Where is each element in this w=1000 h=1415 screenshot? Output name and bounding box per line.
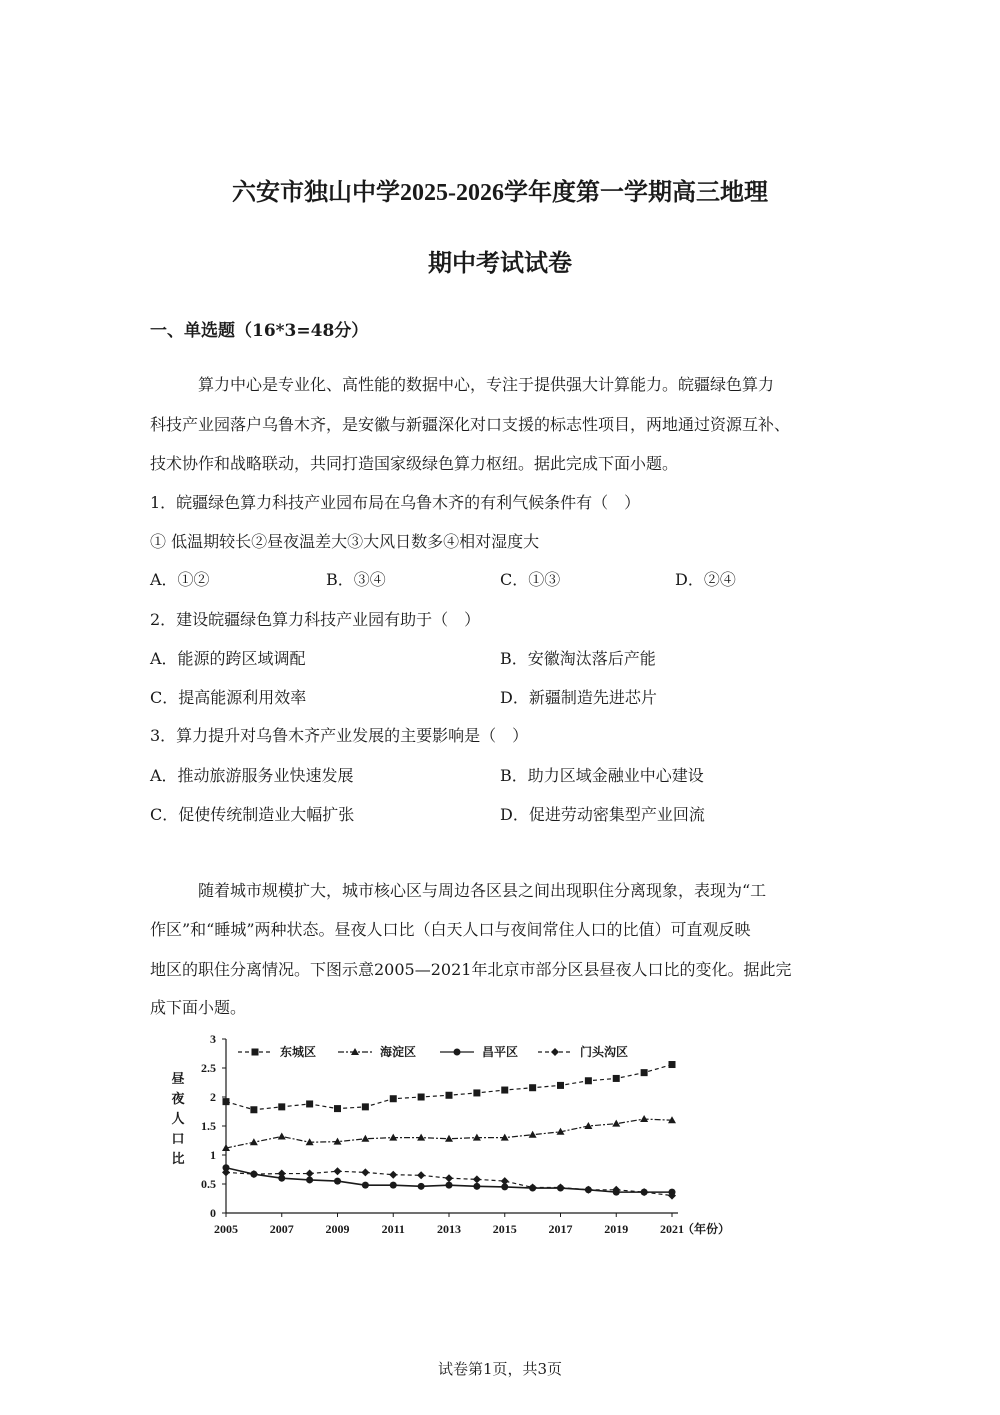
- x-tick-label: 2013: [437, 1222, 461, 1236]
- option-b[interactable]: B．助力区域金融业中心建设: [500, 766, 704, 785]
- y-axis-label-char: 夜: [171, 1091, 185, 1106]
- data-point: [445, 1174, 453, 1182]
- data-point: [390, 1095, 397, 1102]
- x-tick-label: 2019: [604, 1222, 629, 1236]
- data-point: [445, 1135, 453, 1142]
- data-point: [585, 1077, 592, 1084]
- y-tick-label: 2: [210, 1090, 216, 1104]
- option-b[interactable]: B．③④: [326, 570, 386, 589]
- data-point: [501, 1177, 509, 1185]
- page-footer: 试卷第1页，共3页: [437, 1360, 563, 1378]
- y-axis-label-char: 比: [171, 1151, 185, 1166]
- question-stem: 1．皖疆绿色算力科技产业园布局在乌鲁木齐的有利气候条件有（ ）: [150, 493, 641, 512]
- data-point: [278, 1103, 285, 1110]
- data-point: [362, 1103, 369, 1110]
- legend-label: 海淀区: [380, 1045, 417, 1059]
- legend-label: 门头沟区: [580, 1045, 629, 1059]
- data-point: [669, 1061, 676, 1068]
- data-point: [334, 1178, 341, 1185]
- data-point: [641, 1069, 648, 1076]
- x-tick-label: 2009: [325, 1222, 350, 1236]
- page-title-line1: 六安市独山中学2025-2026学年度第一学期高三地理: [232, 180, 768, 206]
- x-tick-label: 2011: [381, 1222, 405, 1236]
- data-point: [334, 1167, 342, 1175]
- data-point: [418, 1094, 425, 1101]
- series-line: [226, 1065, 672, 1110]
- series-0: [223, 1061, 676, 1113]
- data-point: [306, 1100, 313, 1107]
- series-line: [226, 1119, 672, 1148]
- data-point: [306, 1170, 314, 1178]
- passage-line: 作区”和“睡城”两种状态。昼夜人口比（白天人口与夜间常住人口的比值）可直观反映: [150, 920, 751, 939]
- data-point: [389, 1171, 397, 1179]
- data-point: [473, 1183, 480, 1190]
- y-tick-label: 0.5: [201, 1177, 216, 1191]
- data-point: [529, 1131, 537, 1138]
- legend-marker: [252, 1049, 259, 1056]
- x-tick-label: 2015: [492, 1222, 517, 1236]
- data-point: [362, 1182, 369, 1189]
- data-point: [529, 1183, 537, 1191]
- data-point: [250, 1106, 257, 1113]
- option-a[interactable]: A．①②: [150, 570, 210, 589]
- y-tick-label: 1: [210, 1148, 216, 1162]
- y-axis-label-char: 昼: [171, 1071, 185, 1086]
- legend-item-1: [338, 1044, 416, 1059]
- y-tick-label: 3: [210, 1032, 216, 1046]
- data-point: [640, 1188, 648, 1196]
- option-c[interactable]: C．提高能源利用效率: [150, 688, 307, 707]
- section-heading-single-choice: 一、单选题（16*3=48分）: [150, 321, 369, 341]
- data-point: [473, 1175, 481, 1183]
- data-point: [361, 1168, 369, 1176]
- page-title-line2: 期中考试试卷: [428, 251, 572, 277]
- legend-marker: [454, 1049, 461, 1056]
- x-tick-label: 2021: [660, 1222, 684, 1236]
- option-b[interactable]: B．安徽淘汰落后产能: [500, 649, 656, 668]
- data-point: [446, 1092, 453, 1099]
- legend-marker: [551, 1048, 559, 1056]
- data-point: [418, 1183, 425, 1190]
- data-point: [446, 1182, 453, 1189]
- y-tick-label: 0: [210, 1206, 216, 1220]
- x-tick-label: 2007: [269, 1222, 294, 1236]
- option-d[interactable]: D．新疆制造先进芯片: [500, 688, 657, 707]
- x-axis-label: （年份）: [682, 1222, 731, 1236]
- legend-label: 东城区: [280, 1045, 317, 1059]
- question-stem: 3．算力提升对乌鲁木齐产业发展的主要影响是（ ）: [150, 726, 529, 745]
- population-ratio-line-chart: [150, 1025, 770, 1250]
- series-1: [222, 1115, 676, 1151]
- passage-line: 算力中心是专业化、高性能的数据中心，专注于提供强大计算能力。皖疆绿色算力: [198, 375, 775, 394]
- data-point: [278, 1132, 286, 1139]
- passage-line: 科技产业园落户乌鲁木齐，是安徽与新疆深化对口支援的标志性项目，两地通过资源互补、: [150, 415, 791, 434]
- data-point: [557, 1082, 564, 1089]
- option-d[interactable]: D．促进劳动密集型产业回流: [500, 805, 705, 824]
- passage-line: 成下面小题。: [150, 998, 247, 1017]
- data-point: [390, 1182, 397, 1189]
- question-note: ① 低温期较长②昼夜温差大③大风日数多④相对湿度大: [150, 532, 540, 551]
- y-tick-label: 2.5: [201, 1061, 216, 1075]
- data-point: [640, 1115, 648, 1122]
- data-point: [557, 1183, 565, 1191]
- y-tick-label: 1.5: [201, 1119, 216, 1133]
- data-point: [584, 1186, 592, 1194]
- legend-label: 昌平区: [482, 1045, 519, 1059]
- y-axis-label-char: 人: [171, 1111, 185, 1126]
- data-point: [250, 1138, 258, 1145]
- passage-line: 随着城市规模扩大，城市核心区与周边各区县之间出现职住分离现象，表现为“工: [198, 881, 767, 900]
- option-c[interactable]: C．促使传统制造业大幅扩张: [150, 805, 355, 824]
- passage-line: 地区的职住分离情况。下图示意2005—2021年北京市部分区县昼夜人口比的变化。据此完: [150, 960, 792, 979]
- option-a[interactable]: A．能源的跨区域调配: [150, 649, 306, 668]
- data-point: [501, 1087, 508, 1094]
- x-tick-label: 2005: [214, 1222, 238, 1236]
- option-a[interactable]: A．推动旅游服务业快速发展: [150, 766, 354, 785]
- x-tick-label: 2017: [548, 1222, 573, 1236]
- data-point: [473, 1089, 480, 1096]
- legend-item-3: [538, 1044, 628, 1059]
- data-point: [334, 1105, 341, 1112]
- data-point: [417, 1171, 425, 1179]
- data-point: [529, 1084, 536, 1091]
- data-point: [223, 1098, 230, 1105]
- data-point: [613, 1075, 620, 1082]
- question-stem: 2．建设皖疆绿色算力科技产业园有助于（ ）: [150, 610, 481, 629]
- legend-item-2: [440, 1044, 518, 1059]
- option-c[interactable]: C．①③: [500, 570, 561, 589]
- legend-item-0: [238, 1044, 316, 1059]
- data-point: [250, 1170, 258, 1178]
- y-axis-label-char: 口: [171, 1131, 185, 1146]
- option-d[interactable]: D．②④: [675, 570, 736, 589]
- passage-line: 技术协作和战略联动，共同打造国家级绿色算力枢纽。据此完成下面小题。: [150, 454, 679, 473]
